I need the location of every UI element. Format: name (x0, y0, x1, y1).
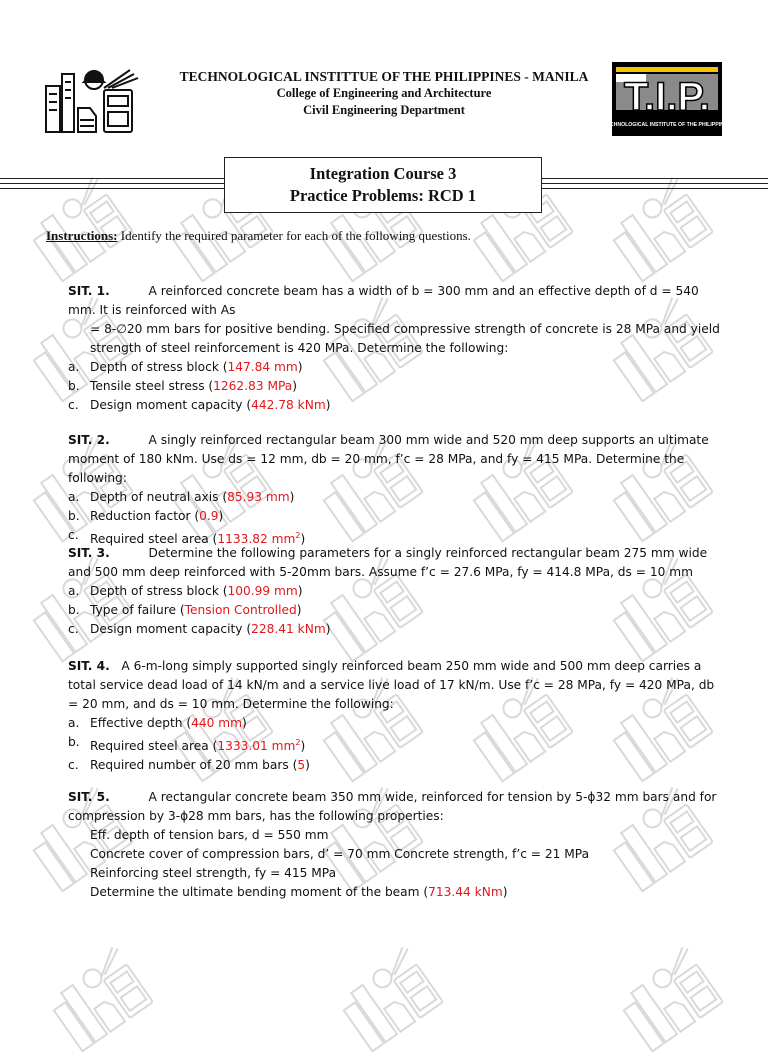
answer: 100.99 mm (227, 584, 298, 598)
tip-logo-icon (603, 62, 731, 136)
header-block (160, 68, 608, 119)
property-line: Eff. depth of tension bars, d = 550 mm (90, 828, 329, 842)
sit-text: Determine the following parameters for a singly reinforced rectangular beam 275 mm wide and 500 mm deep reinforced with 5-20mm bars. Assume f’c = 27.6 MPa, fy = 414.8 MPa, ds = 10 mm (68, 546, 708, 579)
title-course: Integration Course 3 (309, 164, 457, 183)
sit-2-intro (68, 431, 728, 488)
watermark-logo-icon (330, 950, 460, 1060)
list-item: b. Reduction factor (0.9) (68, 509, 224, 523)
answer: 440 mm (191, 716, 243, 730)
answer: 0.9 (199, 509, 219, 523)
final-question: Determine the ultimate bending moment of the beam (713.44 kNm) (90, 885, 508, 899)
answer: 713.44 kNm (428, 885, 503, 899)
institution-name: TECHNOLOGICAL INSTITTUE OF THE PHILIPPINES - MANILA (179, 69, 589, 84)
answer: 442.78 kNm (251, 398, 326, 412)
sit-4 (68, 657, 728, 775)
list-item: b. Type of failure (Tension Controlled) (68, 603, 302, 617)
department-logo-icon (44, 64, 160, 136)
sit-1 (68, 282, 728, 415)
answer: 5 (297, 758, 306, 773)
college-name: College of Engineering and Architecture (276, 86, 492, 100)
instructions-text: Identify the required parameter for each of the following questions. (117, 228, 471, 243)
answer: 1333.01 $mm^2$ (217, 738, 301, 754)
sit-text: A singly reinforced rectangular beam 300 mm wide and 520 mm deep supports an ultimate moment of 180 kNm. Use ds = 12 mm, db = 20 mm, f’c = 28 MPa, and fy = 415 MPa. Determine the following: (68, 433, 709, 485)
sit-label: SIT. 5. (68, 790, 110, 804)
sit-1-intro (68, 282, 728, 320)
sit-5-intro (68, 788, 728, 826)
sit-3 (68, 544, 728, 639)
logo-text: T.I.P. (624, 75, 710, 119)
sit-5 (68, 788, 728, 902)
answer: 85.93 mm (227, 490, 290, 504)
list-item: b. Tensile steel stress (1262.83 MPa) (68, 379, 297, 393)
sit-2 (68, 431, 728, 549)
sit-text: A rectangular concrete beam 350 mm wide, reinforced for tension by 5-ϕ32 mm bars and for compression by 3-ϕ28 mm bars, has the following properties: (68, 790, 717, 823)
property-line: Concrete cover of compression bars, d’ = 70 mm Concrete strength, f’c = 21 MPa (90, 847, 590, 861)
list-item: b. Required steel area (1333.01 $mm^2$) (68, 735, 306, 754)
list-item: a. Depth of stress block (100.99 mm) (68, 584, 303, 598)
title-box (224, 157, 542, 213)
department-name: Civil Engineering Department (303, 103, 465, 117)
list-item: a. Depth of neutral axis (85.93 mm) (68, 490, 295, 504)
watermark-logo-icon (600, 180, 730, 290)
watermark-logo-icon (40, 950, 170, 1060)
sit-text: A reinforced concrete beam has a width of b = 300 mm and an effective depth of d = 540 mm. It is reinforced with As (68, 284, 699, 317)
instructions (46, 228, 471, 244)
tip-logo (603, 62, 731, 136)
sit-4-intro (68, 657, 728, 714)
list-item: c. Required steel area (1133.82 $mm^2$) (68, 528, 306, 547)
sit-1-text-cont: = 8-∅20 mm bars for positive bending. Specified compressive strength of concrete is 28 MPa and yield strength of steel reinforcement is 420 MPa. Determine the following: (90, 322, 720, 355)
list-item: a. Depth of stress block (147.84 mm) (68, 360, 303, 374)
logo-subtext: TECHNOLOGICAL INSTITUTE OF THE PHILIPPINES (603, 122, 731, 128)
sit-label: SIT. 3. (68, 546, 110, 560)
sit-3-intro (68, 544, 728, 582)
answer: 228.41 kNm (251, 622, 326, 636)
instructions-label: Instructions: (46, 228, 118, 243)
sit-label: SIT. 2. (68, 433, 110, 447)
sit-label: SIT. 4. (68, 659, 110, 673)
answer: 1133.82 $mm^2$ (217, 531, 301, 547)
list-item: c. Design moment capacity (228.41 kNm) (68, 622, 331, 636)
title-topic: Practice Problems: RCD 1 (289, 186, 477, 205)
answer: Tension Controlled (184, 603, 297, 617)
sit-label: SIT. 1. (68, 284, 110, 298)
watermark-logo-icon (610, 950, 740, 1060)
answer: 147.84 mm (227, 360, 298, 374)
list-item: a. Effective depth (440 mm) (68, 716, 247, 730)
list-item: c. Required number of 20 mm bars (5) (68, 758, 310, 773)
property-line: Reinforcing steel strength, fy = 415 MPa (90, 866, 337, 880)
sit-text: A 6-m-long simply supported singly reinforced beam 250 mm wide and 500 mm deep carries a total service dead load of 14 kN/m and a service live load of 17 kN/m. Use f’c = 28 MPa, fy = 420 MPa, db = 20 mm, and ds = 10 mm. Determine the following: (68, 659, 715, 711)
answer: 1262.83 MPa (213, 379, 293, 393)
list-item: c. Design moment capacity (442.78 kNm) (68, 398, 331, 412)
